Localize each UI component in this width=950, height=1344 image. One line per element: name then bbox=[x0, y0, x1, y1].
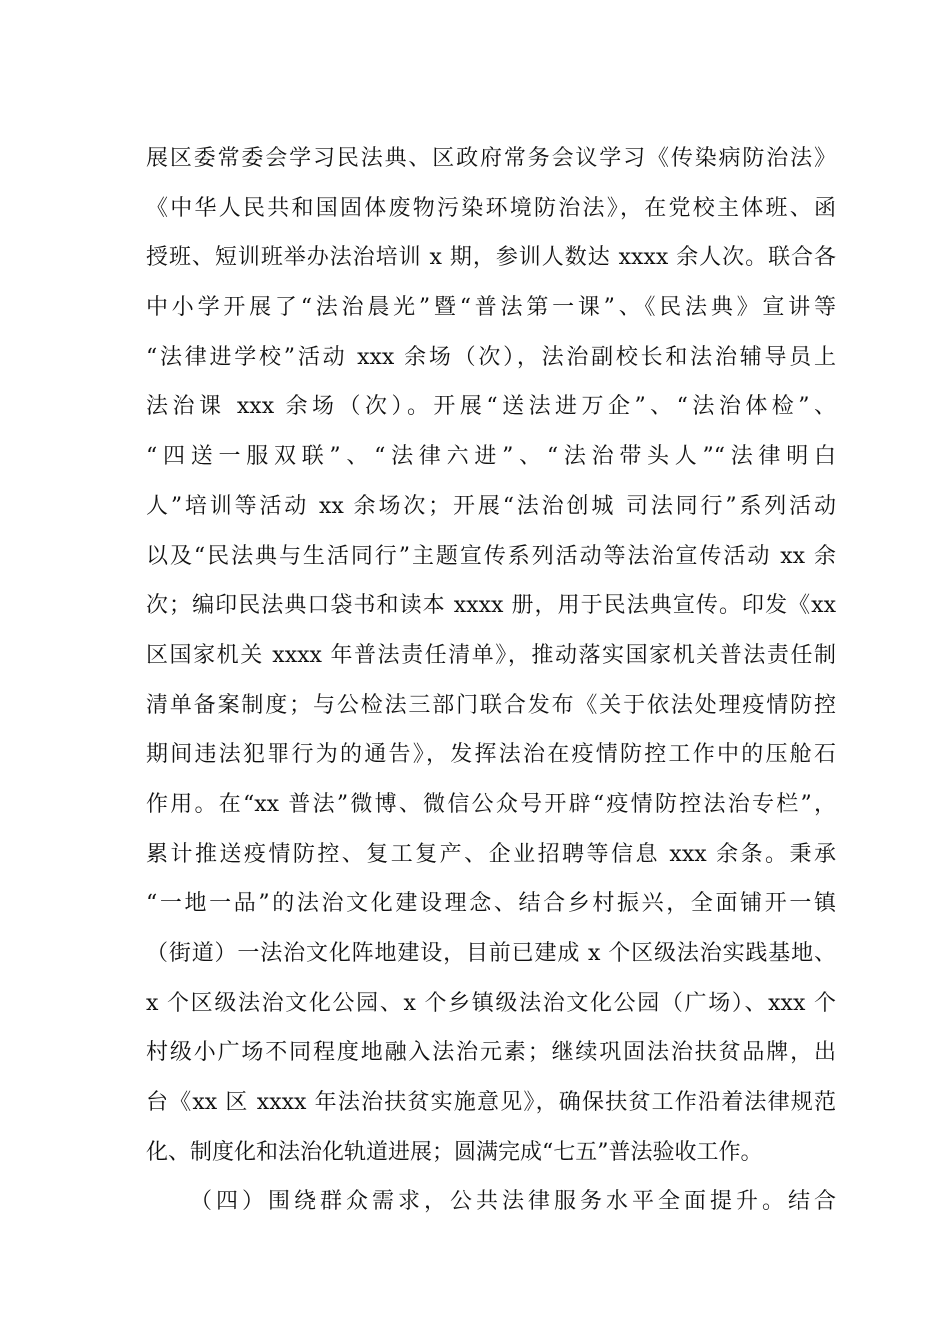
text-line: 累计推送疫情防控、复工复产、企业招聘等信息 xxx 余条。秉承 bbox=[146, 841, 836, 867]
text-line: 区国家机关 xxxx 年普法责任清单》，推动落实国家机关普法责任制 bbox=[146, 642, 836, 668]
text-line: 《中华人民共和国固体废物污染环境防治法》，在党校主体班、函 bbox=[146, 195, 836, 221]
text-line: 展区委常委会学习民法典、区政府常务会议学习《传染病防治法》 bbox=[146, 146, 836, 171]
paragraph-end-line: 化、制度化和法治化轨道进展；圆满完成“七五”普法验收工作。 bbox=[146, 1139, 763, 1165]
document-body bbox=[146, 134, 836, 1227]
text-line: 法治课 xxx 余场（次）。开展“送法进万企”、“法治体检”、 bbox=[146, 394, 836, 420]
text-line: 作用。在“xx 普法”微博、微信公众号开辟“疫情防控法治专栏”， bbox=[146, 791, 836, 817]
text-line: 以及“民法典与生活同行”主题宣传系列活动等法治宣传活动 xx 余 bbox=[146, 543, 836, 569]
text-line: x 个区级法治文化公园、x 个乡镇级法治文化公园（广场）、xxx 个 bbox=[146, 990, 836, 1016]
text-line: 清单备案制度；与公检法三部门联合发布《关于依法处理疫情防控 bbox=[146, 692, 836, 718]
text-line: “法律进学校”活动 xxx 余场（次），法治副校长和法治辅导员上 bbox=[146, 344, 836, 370]
text-line: 人”培训等活动 xx 余场次；开展“法治创城 司法同行”系列活动 bbox=[146, 493, 836, 519]
text-line: 村级小广场不同程度地融入法治元素；继续巩固法治扶贫品牌，出 bbox=[146, 1040, 836, 1066]
text-line: 授班、短训班举办法治培训 x 期，参训人数达 xxxx 余人次。联合各 bbox=[146, 245, 836, 271]
text-line: （街道）一法治文化阵地建设，目前已建成 x 个区级法治实践基地、 bbox=[146, 941, 836, 966]
text-line: 台《xx 区 xxxx 年法治扶贫实施意见》，确保扶贫工作沿着法律规范 bbox=[146, 1090, 836, 1116]
text-line: 次；编印民法典口袋书和读本 xxxx 册，用于民法典宣传。印发《xx bbox=[146, 593, 836, 619]
section-heading-line: （四）围绕群众需求，公共法律服务水平全面提升。结合 bbox=[190, 1189, 836, 1215]
text-line: 期间违法犯罪行为的通告》，发挥法治在疫情防控工作中的压舱石 bbox=[146, 742, 836, 768]
text-line: “四送一服双联”、“法律六进”、“法治带头人”“法律明白 bbox=[146, 444, 836, 470]
text-line: “一地一品”的法治文化建设理念、结合乡村振兴，全面铺开一镇 bbox=[146, 891, 836, 917]
text-line: 中小学开展了“法治晨光”暨“普法第一课”、《民法典》宣讲等 bbox=[146, 295, 836, 321]
